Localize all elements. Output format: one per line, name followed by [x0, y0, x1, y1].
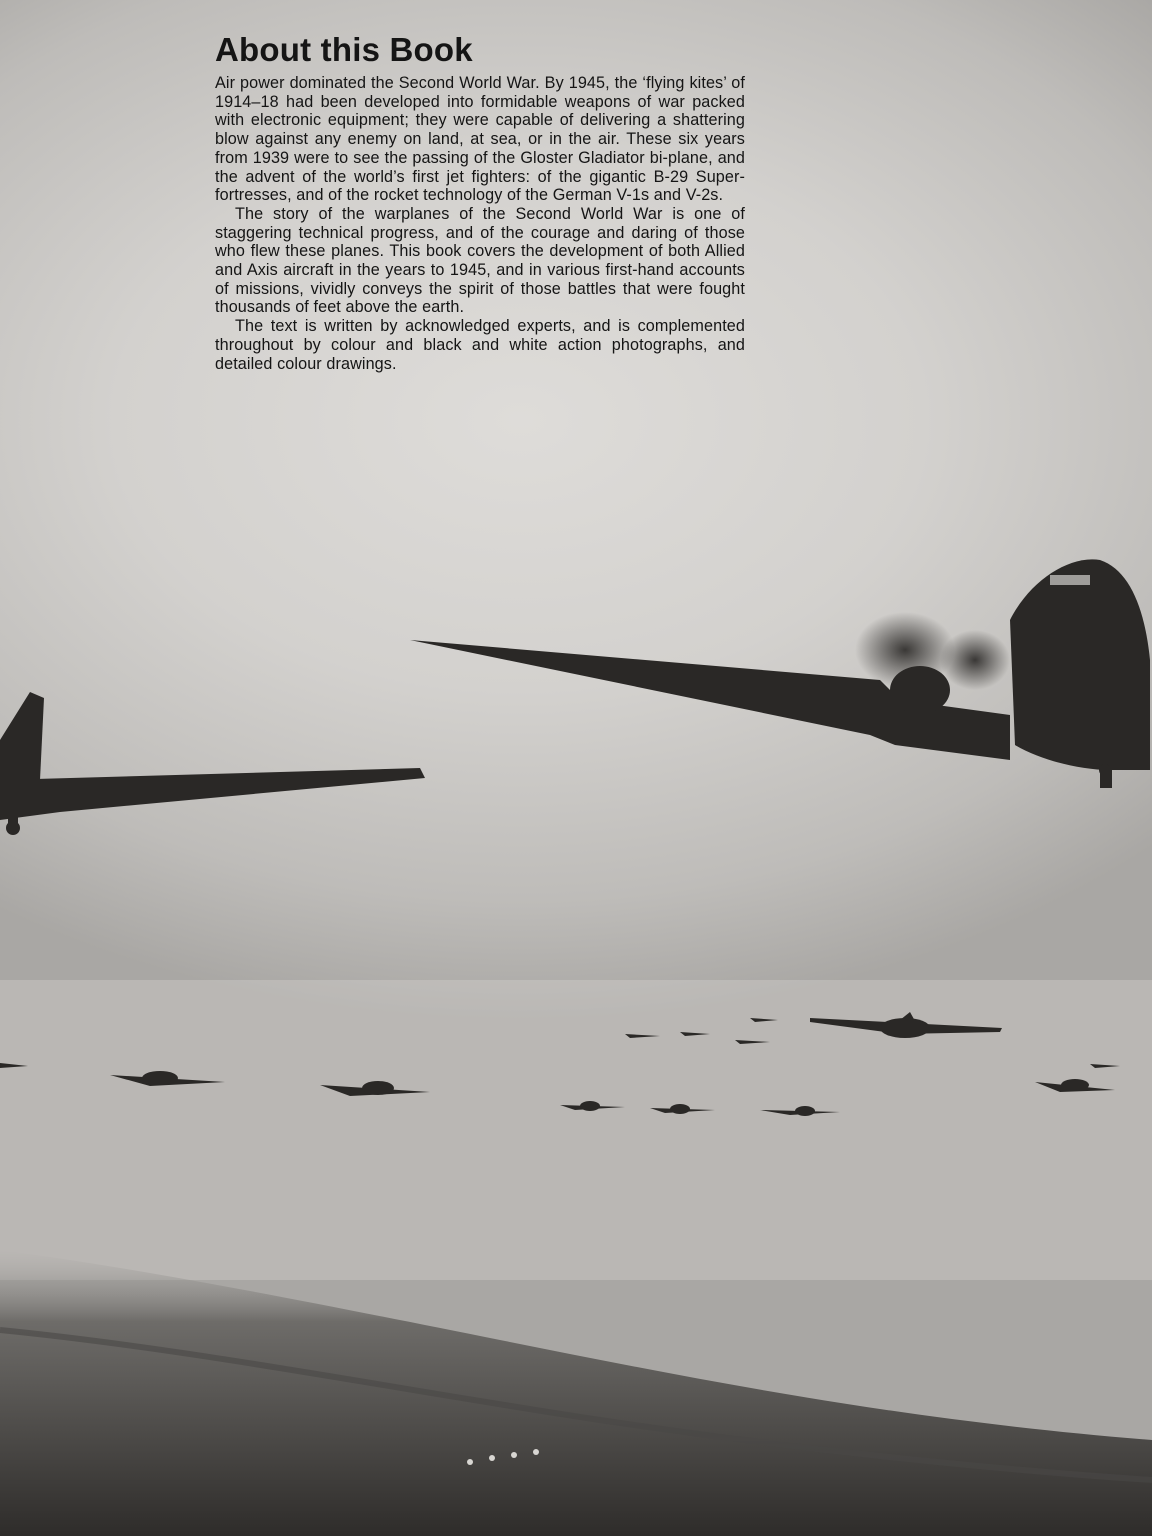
page-title: About this Book [215, 31, 473, 68]
lead-bomber [410, 559, 1150, 788]
about-text-block [215, 30, 745, 373]
left-bomber [0, 692, 425, 835]
paragraph-2: The story of the warplanes of the Second World War is one of staggering technical progress, and of the courage and daring of those who flew these planes. This book covers the development of both Allied and Axis aircraft in the years to 1945, and in various first-hand accounts of missions, vividly conveys the spirit of those battles that were fought thousands of feet above the earth. [215, 204, 745, 317]
paragraph-3: The text is written by acknowledged experts, and is complemented throughout by colour and black and white action photographs, and detailed colour drawings. [215, 317, 745, 373]
foreground-wing [0, 1250, 1152, 1536]
paragraph-1: Air power dominated the Second World War. By 1945, the ‘flying kites’ of 1914–18 had been developed into formidable weapons of war packed with electronic equipment; they were capable of delivering a shattering blow against any enemy on land, at sea, or in the air. These six years from 1939 were to see the passing of the Gloster Gladiator bi-plane, and the advent of the world’s first jet fighters: of the gigantic B-29 Super-fortresses, and of the rocket technology of the German V-1s and V-2s. [215, 74, 745, 205]
